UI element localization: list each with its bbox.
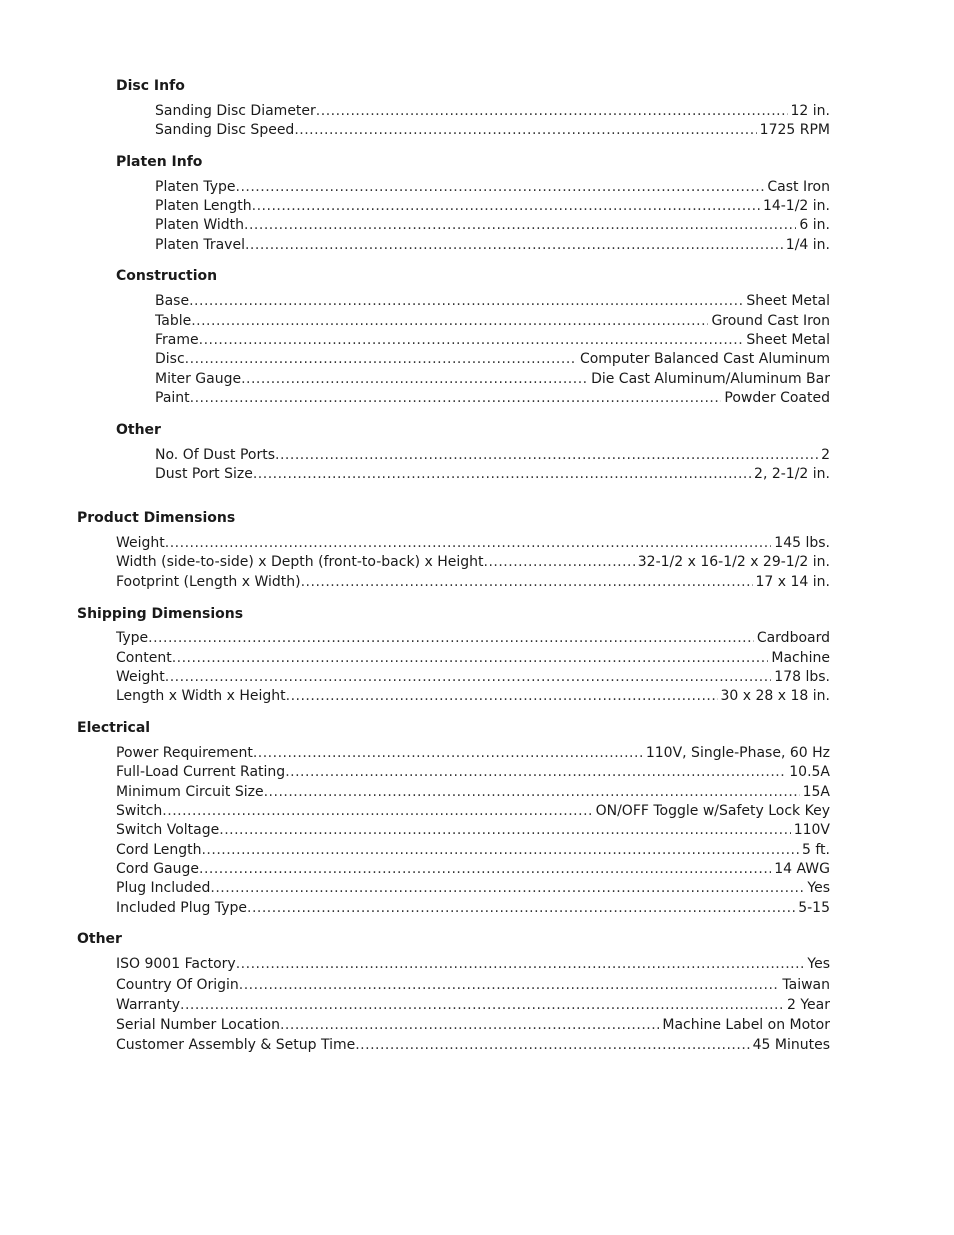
spec-label: Base bbox=[155, 293, 190, 309]
spec-value: Powder Coated bbox=[724, 390, 830, 406]
spec-value: 32-1/2 x 16-1/2 x 29-1/2 in. bbox=[637, 554, 830, 570]
spec-label: Platen Length bbox=[155, 198, 252, 214]
spec-value: 110V bbox=[793, 822, 830, 838]
spec-label: Dust Port Size bbox=[155, 466, 253, 482]
dot-leader bbox=[172, 649, 769, 667]
section-heading: Shipping Dimensions bbox=[77, 606, 244, 622]
spec-value: Ground Cast Iron bbox=[711, 313, 830, 329]
spec-value: ON/OFF Toggle w/Safety Lock Key bbox=[595, 803, 830, 819]
spec-row bbox=[155, 292, 830, 310]
dot-leader bbox=[148, 629, 754, 647]
spec-label: Platen Travel bbox=[155, 237, 245, 253]
spec-value: Sheet Metal bbox=[746, 332, 830, 348]
dot-leader bbox=[199, 860, 771, 878]
spec-row bbox=[155, 121, 830, 139]
spec-row bbox=[116, 976, 830, 994]
dot-leader bbox=[484, 553, 635, 571]
spec-label: Platen Width bbox=[155, 217, 245, 233]
spec-value: Machine Label on Motor bbox=[662, 1017, 830, 1033]
spec-label: Disc bbox=[155, 351, 185, 367]
spec-value: 5-15 bbox=[798, 900, 830, 916]
dot-leader bbox=[239, 976, 780, 994]
spec-value: 45 Minutes bbox=[752, 1037, 830, 1053]
spec-value: 2 bbox=[821, 447, 830, 463]
spec-row bbox=[155, 216, 830, 234]
dot-leader bbox=[185, 350, 577, 368]
dot-leader bbox=[219, 821, 790, 839]
spec-value: 14 AWG bbox=[774, 861, 830, 877]
dot-leader bbox=[280, 1016, 659, 1034]
dot-leader bbox=[180, 996, 784, 1014]
spec-value: 5 ft. bbox=[802, 842, 830, 858]
spec-value: 14-1/2 in. bbox=[762, 198, 830, 214]
spec-label: Weight bbox=[116, 535, 165, 551]
spec-row bbox=[116, 899, 830, 917]
dot-leader bbox=[253, 744, 643, 762]
spec-value: 1725 RPM bbox=[759, 122, 830, 138]
spec-row bbox=[116, 841, 830, 859]
spec-value: Cast Iron bbox=[767, 179, 830, 195]
dot-leader bbox=[264, 783, 800, 801]
dot-leader bbox=[252, 197, 760, 215]
spec-row bbox=[116, 860, 830, 878]
spec-label: Miter Gauge bbox=[155, 371, 242, 387]
spec-row bbox=[155, 236, 830, 254]
dot-leader bbox=[253, 465, 751, 483]
spec-value: Machine bbox=[771, 650, 830, 666]
spec-row bbox=[116, 802, 830, 820]
spec-value: 6 in. bbox=[799, 217, 830, 233]
section-heading: Electrical bbox=[77, 720, 151, 736]
spec-value: 178 lbs. bbox=[774, 669, 830, 685]
spec-row bbox=[116, 763, 830, 781]
spec-label: Platen Type bbox=[155, 179, 236, 195]
spec-value: Computer Balanced Cast Aluminum bbox=[579, 351, 830, 367]
spec-label: Switch Voltage bbox=[116, 822, 220, 838]
spec-label: Table bbox=[155, 313, 192, 329]
dot-leader bbox=[236, 178, 765, 196]
section-heading: Construction bbox=[116, 268, 218, 284]
spec-value: 17 x 14 in. bbox=[755, 574, 830, 590]
dot-leader bbox=[162, 802, 592, 820]
spec-label: Paint bbox=[155, 390, 190, 406]
dot-leader bbox=[301, 573, 753, 591]
spec-value: 110V, Single-Phase, 60 Hz bbox=[645, 745, 830, 761]
spec-row bbox=[116, 553, 830, 571]
spec-value: Cardboard bbox=[756, 630, 830, 646]
dot-leader bbox=[165, 534, 772, 552]
spec-label: Content bbox=[116, 650, 172, 666]
spec-row bbox=[116, 996, 830, 1014]
spec-row bbox=[155, 331, 830, 349]
spec-label: Switch bbox=[116, 803, 163, 819]
spec-label: Type bbox=[116, 630, 149, 646]
spec-row bbox=[116, 783, 830, 801]
spec-row bbox=[116, 1016, 830, 1034]
spec-label: Cord Gauge bbox=[116, 861, 199, 877]
spec-label: Cord Length bbox=[116, 842, 202, 858]
section-heading: Other bbox=[77, 931, 122, 947]
dot-leader bbox=[275, 446, 818, 464]
dot-leader bbox=[294, 121, 756, 139]
spec-value: Yes bbox=[807, 956, 830, 972]
dot-leader bbox=[316, 102, 788, 120]
spec-label: Length x Width x Height bbox=[116, 688, 286, 704]
spec-row bbox=[155, 446, 830, 464]
spec-label: Country Of Origin bbox=[116, 977, 239, 993]
spec-row bbox=[116, 649, 830, 667]
dot-leader bbox=[286, 687, 718, 705]
spec-row bbox=[155, 312, 830, 330]
dot-leader bbox=[189, 292, 743, 310]
spec-label: Warranty bbox=[116, 997, 181, 1013]
dot-leader bbox=[355, 1036, 749, 1054]
section-heading: Product Dimensions bbox=[77, 510, 236, 526]
spec-value: 12 in. bbox=[790, 103, 830, 119]
spec-row bbox=[116, 668, 830, 686]
spec-value: 10.5A bbox=[789, 764, 830, 780]
spec-row bbox=[155, 465, 830, 483]
dot-leader bbox=[247, 899, 795, 917]
dot-leader bbox=[199, 331, 744, 349]
spec-value: 1/4 in. bbox=[785, 237, 830, 253]
dot-leader bbox=[165, 668, 772, 686]
spec-label: Footprint (Length x Width) bbox=[116, 574, 301, 590]
spec-label: ISO 9001 Factory bbox=[116, 956, 236, 972]
spec-value: Sheet Metal bbox=[746, 293, 830, 309]
spec-value: 145 lbs. bbox=[774, 535, 830, 551]
spec-row bbox=[116, 1036, 830, 1054]
spec-label: Plug Included bbox=[116, 880, 211, 896]
spec-label: Frame bbox=[155, 332, 199, 348]
dot-leader bbox=[244, 216, 796, 234]
spec-row bbox=[155, 389, 830, 407]
dot-leader bbox=[285, 763, 786, 781]
spec-label: No. Of Dust Ports bbox=[155, 447, 276, 463]
dot-leader bbox=[210, 879, 804, 897]
section-heading: Platen Info bbox=[116, 154, 203, 170]
dot-leader bbox=[201, 841, 799, 859]
section-heading: Other bbox=[116, 422, 161, 438]
dot-leader bbox=[191, 312, 708, 330]
spec-row bbox=[155, 350, 830, 368]
spec-row bbox=[116, 821, 830, 839]
spec-value: 2, 2-1/2 in. bbox=[754, 466, 830, 482]
spec-row bbox=[116, 687, 830, 705]
spec-value: Die Cast Aluminum/Aluminum Bar bbox=[591, 371, 830, 387]
spec-label: Minimum Circuit Size bbox=[116, 784, 264, 800]
spec-label: Serial Number Location bbox=[116, 1017, 280, 1033]
spec-row bbox=[155, 178, 830, 196]
spec-label: Weight bbox=[116, 669, 165, 685]
spec-row bbox=[116, 744, 830, 762]
spec-row bbox=[116, 534, 830, 552]
spec-row bbox=[155, 370, 830, 388]
spec-row bbox=[116, 629, 830, 647]
spec-row bbox=[155, 197, 830, 215]
spec-label: Sanding Disc Speed bbox=[155, 122, 295, 138]
section-heading: Disc Info bbox=[116, 78, 185, 94]
spec-row bbox=[116, 955, 830, 973]
spec-value: 15A bbox=[802, 784, 830, 800]
spec-label: Sanding Disc Diameter bbox=[155, 103, 316, 119]
dot-leader bbox=[241, 370, 588, 388]
spec-value: Yes bbox=[807, 880, 830, 896]
spec-label: Power Requirement bbox=[116, 745, 253, 761]
spec-value: 2 Year bbox=[787, 997, 830, 1013]
dot-leader bbox=[190, 389, 722, 407]
spec-row bbox=[116, 879, 830, 897]
spec-value: 30 x 28 x 18 in. bbox=[720, 688, 830, 704]
dot-leader bbox=[245, 236, 783, 254]
spec-label: Width (side-to-side) x Depth (front-to-back) x Height bbox=[116, 554, 484, 570]
spec-row bbox=[155, 102, 830, 120]
spec-label: Full-Load Current Rating bbox=[116, 764, 286, 780]
spec-label: Customer Assembly & Setup Time bbox=[116, 1037, 356, 1053]
dot-leader bbox=[236, 955, 805, 973]
spec-value: Taiwan bbox=[782, 977, 830, 993]
spec-row bbox=[116, 573, 830, 591]
spec-label: Included Plug Type bbox=[116, 900, 247, 916]
